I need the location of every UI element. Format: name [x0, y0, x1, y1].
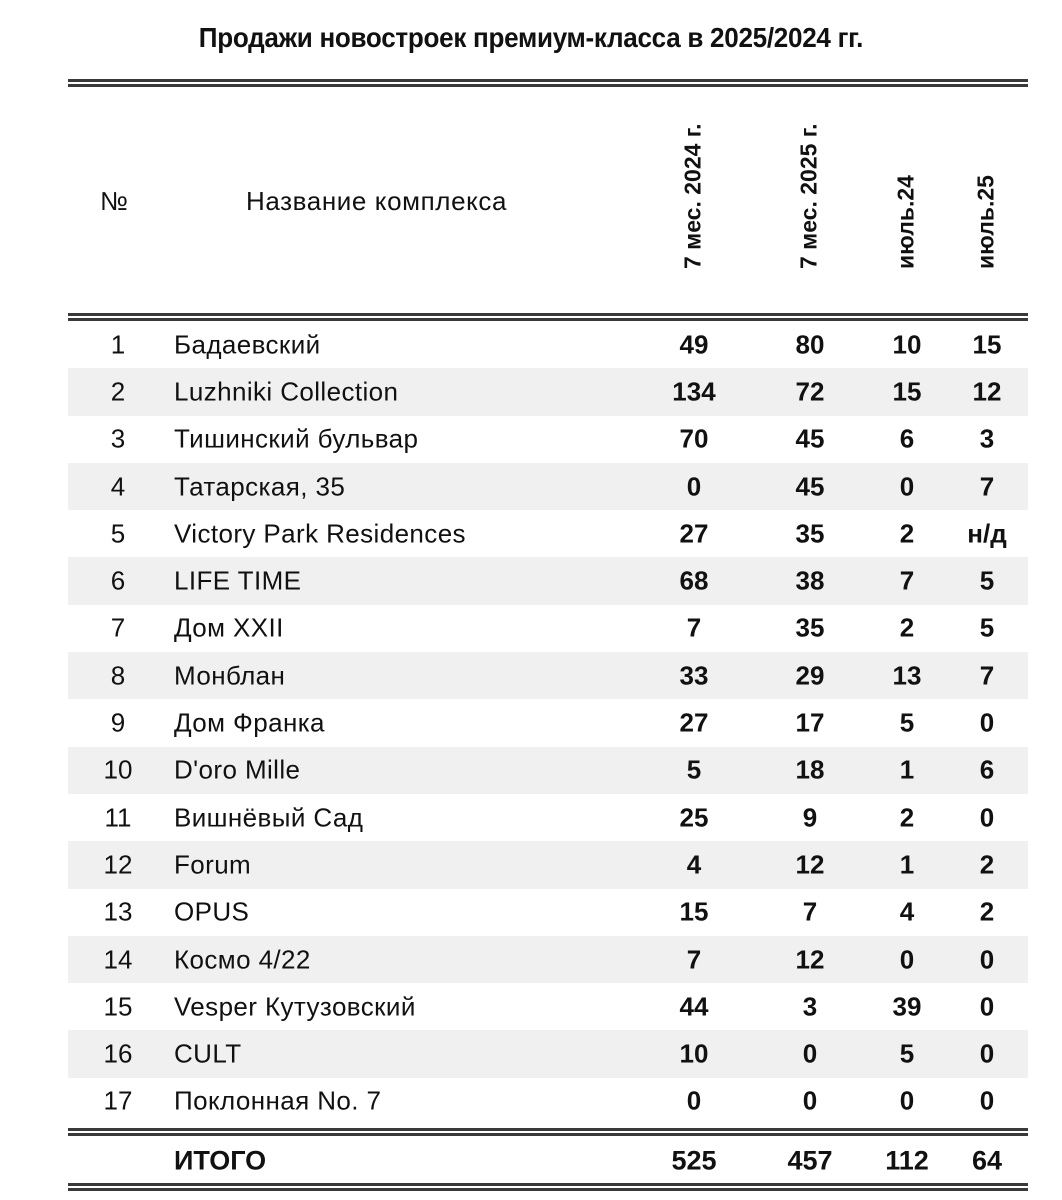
- total-july-24: 112: [885, 1145, 929, 1176]
- table-row: [68, 983, 1028, 1030]
- header-bottom-rule: [68, 313, 1028, 321]
- row-number: 9: [110, 707, 126, 738]
- total-bottom-rule: [68, 1183, 1028, 1191]
- cell-july-25: 5: [979, 612, 995, 643]
- cell-7m-2024: 15: [679, 896, 709, 927]
- cell-july-25: 0: [979, 802, 995, 833]
- cell-july-25: 0: [979, 991, 995, 1022]
- cell-july-25: 2: [979, 849, 995, 880]
- cell-7m-2024: 4: [686, 849, 702, 880]
- total-label: ИТОГО: [174, 1145, 267, 1176]
- row-number: 17: [103, 1085, 133, 1116]
- table-row: [68, 321, 1028, 368]
- cell-7m-2025: 0: [802, 1038, 818, 1069]
- cell-7m-2024: 49: [679, 329, 709, 360]
- row-number: 8: [110, 660, 126, 691]
- complex-name: Поклонная No. 7: [174, 1085, 382, 1116]
- cell-7m-2024: 44: [679, 991, 709, 1022]
- cell-july-24: 10: [892, 329, 922, 360]
- total-7m-2025: 457: [787, 1145, 833, 1176]
- row-number: 7: [110, 612, 126, 643]
- total-top-rule: [68, 1128, 1028, 1136]
- row-number: 11: [104, 802, 132, 833]
- table-row: [68, 652, 1028, 699]
- cell-7m-2024: 10: [679, 1038, 709, 1069]
- complex-name: Victory Park Residences: [174, 518, 466, 549]
- cell-july-25: 15: [972, 329, 1002, 360]
- cell-july-24: 1: [899, 849, 915, 880]
- cell-7m-2024: 7: [686, 612, 702, 643]
- table-row: [68, 368, 1028, 415]
- table-row: [68, 557, 1028, 604]
- cell-july-24: 7: [899, 565, 915, 596]
- row-number: 12: [103, 849, 133, 880]
- cell-7m-2024: 27: [679, 518, 709, 549]
- cell-7m-2024: 68: [679, 565, 709, 596]
- total-row: [68, 1138, 1028, 1184]
- cell-july-25: 0: [979, 944, 995, 974]
- cell-7m-2024: 5: [686, 754, 702, 785]
- complex-name: Vesper Кутузовский: [174, 991, 416, 1022]
- table-row: [68, 605, 1028, 652]
- complex-name: Татарская, 35: [174, 471, 346, 502]
- row-number: 3: [110, 423, 126, 454]
- table-row: [68, 841, 1028, 888]
- table-row: [68, 794, 1028, 841]
- cell-7m-2025: 12: [795, 849, 825, 880]
- cell-july-25: 0: [979, 1085, 995, 1116]
- complex-name: Дом Франка: [174, 707, 325, 738]
- cell-july-24: 5: [899, 707, 915, 738]
- cell-7m-2025: 17: [795, 707, 825, 738]
- row-number: 1: [110, 329, 126, 360]
- complex-name: Luzhniki Collection: [174, 376, 399, 407]
- complex-name: Бадаевский: [174, 329, 321, 360]
- table-row: [68, 416, 1028, 463]
- complex-name: Forum: [174, 849, 252, 880]
- cell-july-24: 2: [899, 802, 915, 833]
- row-number: 13: [103, 896, 133, 927]
- cell-7m-2025: 38: [795, 565, 825, 596]
- cell-july-25: 7: [979, 471, 995, 502]
- complex-name: Вишнёвый Сад: [174, 802, 364, 833]
- complex-name: OPUS: [174, 896, 250, 927]
- cell-7m-2025: 12: [795, 944, 825, 974]
- row-number: 5: [110, 518, 126, 549]
- table-row: [68, 936, 1028, 983]
- complex-name: Дом XXII: [174, 612, 284, 643]
- cell-july-24: 0: [899, 471, 915, 502]
- page-title: Продажи новостроек премиум-класса в 2025/2024 гг.: [198, 22, 864, 53]
- cell-july-24: 13: [892, 660, 922, 691]
- complex-name: LIFE TIME: [174, 565, 302, 596]
- header-7m-2024: 7 мес. 2024 г.: [679, 123, 706, 269]
- cell-july-24: 15: [892, 376, 922, 407]
- table-row: [68, 463, 1028, 510]
- table-body: [68, 321, 1028, 1125]
- table-row: [68, 1030, 1028, 1077]
- header-july-24: июль.24: [892, 175, 919, 269]
- cell-7m-2025: 18: [795, 754, 825, 785]
- cell-july-24: 0: [899, 1085, 915, 1116]
- complex-name: D'oro Mille: [174, 754, 301, 785]
- cell-july-24: 0: [899, 944, 915, 974]
- cell-july-25: 0: [979, 1038, 995, 1069]
- row-number: 14: [103, 944, 133, 974]
- row-number: 16: [103, 1038, 133, 1069]
- cell-7m-2024: 0: [686, 1085, 702, 1116]
- row-number: 2: [110, 376, 126, 407]
- cell-7m-2024: 27: [679, 707, 709, 738]
- cell-7m-2025: 0: [802, 1085, 818, 1116]
- cell-july-25: 12: [972, 376, 1002, 407]
- row-number: 15: [103, 991, 133, 1022]
- table-row: [68, 699, 1028, 746]
- row-number: 6: [110, 565, 126, 596]
- cell-july-24: 6: [899, 423, 915, 454]
- cell-july-24: 4: [899, 896, 915, 927]
- cell-july-25: 3: [979, 423, 995, 454]
- cell-7m-2025: 72: [795, 376, 825, 407]
- header-complex-name: Название комплекса: [246, 186, 508, 216]
- cell-7m-2025: 35: [795, 612, 825, 643]
- cell-7m-2025: 80: [795, 329, 825, 360]
- table-row: [68, 510, 1028, 557]
- cell-july-25: 2: [979, 896, 995, 927]
- cell-7m-2025: 29: [795, 660, 825, 691]
- cell-7m-2024: 70: [679, 423, 709, 454]
- table-row: [68, 889, 1028, 936]
- cell-july-24: 39: [892, 991, 922, 1022]
- table-row: [68, 747, 1028, 794]
- row-number: 10: [103, 754, 133, 785]
- table-row: [68, 1078, 1028, 1125]
- cell-july-25: 6: [979, 754, 995, 785]
- cell-july-25: 5: [979, 565, 995, 596]
- cell-7m-2025: 45: [795, 423, 825, 454]
- complex-name: Космо 4/22: [174, 944, 311, 974]
- cell-7m-2024: 134: [672, 376, 716, 407]
- header-7m-2025: 7 мес. 2025 г.: [795, 123, 822, 269]
- cell-july-25: 7: [979, 660, 995, 691]
- cell-7m-2025: 45: [795, 471, 825, 502]
- total-7m-2024: 525: [671, 1145, 717, 1176]
- cell-7m-2025: 35: [795, 518, 825, 549]
- cell-7m-2024: 25: [679, 802, 709, 833]
- cell-july-24: 5: [899, 1038, 915, 1069]
- cell-july-25: н/д: [967, 518, 1007, 549]
- cell-7m-2025: 9: [802, 802, 818, 833]
- cell-7m-2025: 3: [802, 991, 818, 1022]
- cell-july-24: 2: [899, 612, 915, 643]
- row-number: 4: [110, 471, 126, 502]
- complex-name: Тишинский бульвар: [174, 423, 419, 454]
- cell-july-24: 2: [899, 518, 915, 549]
- cell-7m-2024: 33: [679, 660, 709, 691]
- total-july-25: 64: [971, 1145, 1003, 1176]
- complex-name: Монблан: [174, 660, 286, 691]
- header-number: №: [100, 186, 128, 216]
- complex-name: CULT: [174, 1038, 242, 1069]
- cell-july-24: 1: [899, 754, 915, 785]
- header-top-rule: [68, 79, 1028, 87]
- cell-july-25: 0: [979, 707, 995, 738]
- cell-7m-2024: 0: [686, 471, 702, 502]
- cell-7m-2024: 7: [686, 944, 702, 974]
- header-july-25: июль.25: [972, 175, 999, 269]
- cell-7m-2025: 7: [802, 896, 818, 927]
